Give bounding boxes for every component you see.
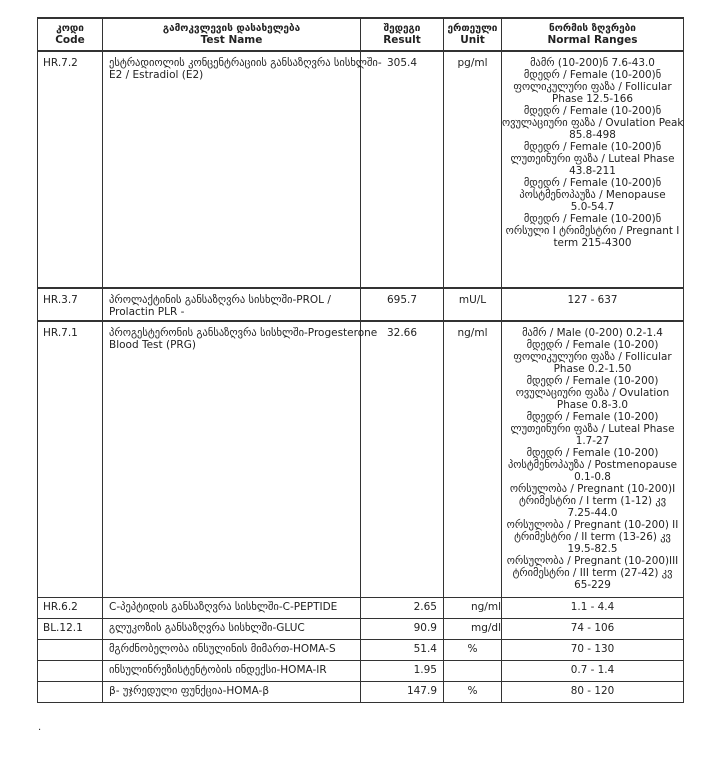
cell-test-name	[103, 618, 361, 639]
cell-unit: mg/dl	[444, 618, 502, 639]
cell-normal-range	[502, 660, 684, 681]
norm-line: 80 - 120	[570, 684, 615, 697]
norm-line: 7.25-44.0	[567, 507, 618, 519]
cell-result: 1.95	[361, 660, 444, 681]
norm-line: ფოლიკულური ფაზა / Follicular	[513, 81, 672, 93]
norm-line: მდედრ / Female (10-200)ნ	[523, 69, 662, 81]
table-row-prolactin	[38, 288, 684, 321]
cell-test-name	[103, 288, 361, 321]
cell-result: 695.7	[361, 288, 444, 321]
header-unit-ka: ერთეული	[447, 23, 498, 34]
header-unit	[444, 18, 502, 51]
norm-line: მდედრ / Female (10-200)	[526, 339, 659, 351]
header-normal-ranges	[502, 18, 684, 51]
table-header-row	[38, 18, 684, 51]
table-row-c-peptide	[38, 597, 684, 618]
norm-line: 19.5-82.5	[567, 543, 618, 555]
test-name-line: Blood Test (PRG)	[109, 339, 196, 351]
norm-line: term 215-4300	[553, 237, 632, 249]
norm-line: ფოლიკულური ფაზა / Follicular	[513, 351, 672, 363]
norm-line: მამრ (10-200)ნ 7.6-43.0	[530, 57, 655, 69]
cell-normal-range	[502, 597, 684, 618]
header-name-ka: გამოკვლევის დასახელება	[162, 23, 301, 34]
header-norm-ka: ნორმის ზღვრები	[549, 23, 636, 34]
norm-line: ტრიმესტრი / III term (27-42) კვ	[512, 567, 673, 579]
test-name-line: ინსულინრეზისტენტობის ინდექსი-HOMA-IR	[109, 663, 327, 676]
test-name-line: გლუკოზის განსაზღვრა სისხლში-GLUC	[109, 621, 305, 634]
cell-unit: %	[444, 681, 502, 702]
norm-line: 85.8-498	[569, 129, 616, 141]
test-name-line: მგრძნობელობა ინსულინის მიმართ-HOMA-S	[109, 642, 336, 655]
cell-test-name	[103, 681, 361, 702]
cell-test-name	[103, 51, 382, 288]
norm-line: ლუთეინური ფაზა / Luteal Phase	[510, 153, 675, 165]
cell-code: HR.7.1	[38, 321, 103, 597]
cell-result: 90.9	[361, 618, 444, 639]
header-code-ka: კოდი	[56, 23, 84, 34]
cell-unit: %	[444, 639, 502, 660]
header-name-en: Test Name	[200, 34, 263, 46]
norm-line: მდედრ / Female (10-200)ნ	[523, 213, 662, 225]
norm-line: 127 - 637	[567, 294, 618, 306]
norm-line: ორსულობა / Pregnant (10-200)III	[506, 555, 679, 567]
cell-result: 305.4	[361, 51, 444, 288]
cell-unit: pg/ml	[444, 51, 502, 288]
test-name-line: Prolactin PLR -	[109, 306, 185, 318]
cell-code: HR.7.2	[38, 51, 103, 288]
norm-line: 0.7 - 1.4	[570, 663, 615, 676]
norm-line: ორსულობა / Pregnant (10-200)I	[509, 483, 676, 495]
cell-normal-range	[502, 618, 684, 639]
cell-result: 32.66	[361, 321, 444, 597]
norm-line: ლუთეინური ფაზა / Luteal Phase	[510, 423, 675, 435]
table-row-homa-beta	[38, 681, 684, 702]
cell-code	[38, 660, 103, 681]
norm-line: მდედრ / Female (10-200)	[526, 411, 659, 423]
table-row-progesterone	[38, 321, 684, 597]
header-result	[361, 18, 444, 51]
norm-line: ტრიმესტრი / II term (13-26) კვ	[514, 531, 671, 543]
cell-code: BL.12.1	[38, 618, 103, 639]
norm-line: 43.8-211	[569, 165, 616, 177]
norm-line: მდედრ / Female (10-200)ნ	[523, 105, 662, 117]
header-test-name	[103, 18, 361, 51]
norm-line: მდედრ / Female (10-200)ნ	[523, 141, 662, 153]
norm-line: Phase 0.8-3.0	[556, 399, 629, 411]
cell-normal-range	[502, 51, 684, 288]
cell-result: 51.4	[361, 639, 444, 660]
norm-line: 70 - 130	[570, 642, 615, 655]
cell-code: HR.3.7	[38, 288, 103, 321]
footer-mark: .	[38, 722, 42, 733]
norm-line: პოსტმენოპაუზა / Menopause	[519, 189, 666, 201]
norm-line: მამრ / Male (0-200) 0.2-1.4	[522, 327, 663, 339]
table-row-homa-ir	[38, 660, 684, 681]
test-name-line: β- უჯრედული ფუნქცია-HOMA-β	[109, 684, 270, 697]
test-name-line: E2 / Estradiol (E2)	[109, 69, 204, 81]
norm-line: ოვულაციური ფაზა / Ovulation	[515, 387, 670, 399]
cell-unit: ng/ml	[444, 597, 502, 618]
cell-unit: mU/L	[444, 288, 502, 321]
norm-line: 1.7-27	[575, 435, 610, 447]
norm-line: 74 - 106	[570, 621, 615, 634]
header-unit-en: Unit	[460, 34, 485, 46]
test-name-line: ესტრადიოლის კონცენტრაციის განსაზღვრა სისხლში-	[109, 57, 382, 69]
table-row-glucose	[38, 618, 684, 639]
cell-normal-range	[502, 681, 684, 702]
test-name-line: C-პეპტიდის განსაზღვრა სისხლში-C-PEPTIDE	[109, 600, 338, 613]
cell-result: 2.65	[361, 597, 444, 618]
norm-line: მდედრ / Female (10-200)	[526, 375, 659, 387]
header-result-ka: შედეგი	[383, 23, 421, 34]
table-row-homa-s	[38, 639, 684, 660]
header-code	[38, 18, 103, 51]
cell-normal-range	[502, 321, 684, 597]
results-table	[37, 17, 684, 703]
cell-result: 147.9	[361, 681, 444, 702]
norm-line: Phase 12.5-166	[551, 93, 634, 105]
norm-line: ორსულობა / Pregnant (10-200) II	[506, 519, 679, 531]
cell-test-name	[103, 597, 361, 618]
norm-line: მდედრ / Female (10-200)ნ	[523, 177, 662, 189]
cell-code	[38, 639, 103, 660]
cell-normal-range	[502, 288, 684, 321]
cell-code: HR.6.2	[38, 597, 103, 618]
norm-line: 0.1-0.8	[574, 471, 611, 483]
header-code-en: Code	[55, 34, 85, 46]
norm-line: პოსტმენოპაუზა / Postmenopause	[507, 459, 678, 471]
cell-test-name	[103, 639, 361, 660]
cell-test-name	[103, 660, 361, 681]
cell-code	[38, 681, 103, 702]
norm-line: 65-229	[574, 579, 611, 591]
norm-line: ორსული I ტრიმესტრი / Pregnant I	[505, 225, 680, 237]
norm-line: ტრიმესტრი / I term (1-12) კვ	[518, 495, 667, 507]
norm-line: ოვულაციური ფაზა / Ovulation Peak	[502, 117, 684, 129]
norm-line: მდედრ / Female (10-200)	[526, 447, 659, 459]
norm-line: Phase 0.2-1.50	[553, 363, 632, 375]
header-result-en: Result	[383, 34, 421, 46]
cell-normal-range	[502, 639, 684, 660]
cell-unit: ng/ml	[444, 321, 502, 597]
cell-test-name	[103, 321, 378, 597]
norm-line: 1.1 - 4.4	[570, 600, 615, 613]
test-name-line: პროლაქტინის განსაზღვრა სისხლში-PROL /	[109, 294, 331, 306]
test-name-line: პროგესტერონის განსაზღვრა სისხლში-Progesterone	[109, 327, 378, 339]
cell-unit	[444, 660, 502, 681]
table-row-estradiol	[38, 51, 684, 288]
header-norm-en: Normal Ranges	[547, 34, 638, 46]
norm-line: 5.0-54.7	[570, 201, 615, 213]
